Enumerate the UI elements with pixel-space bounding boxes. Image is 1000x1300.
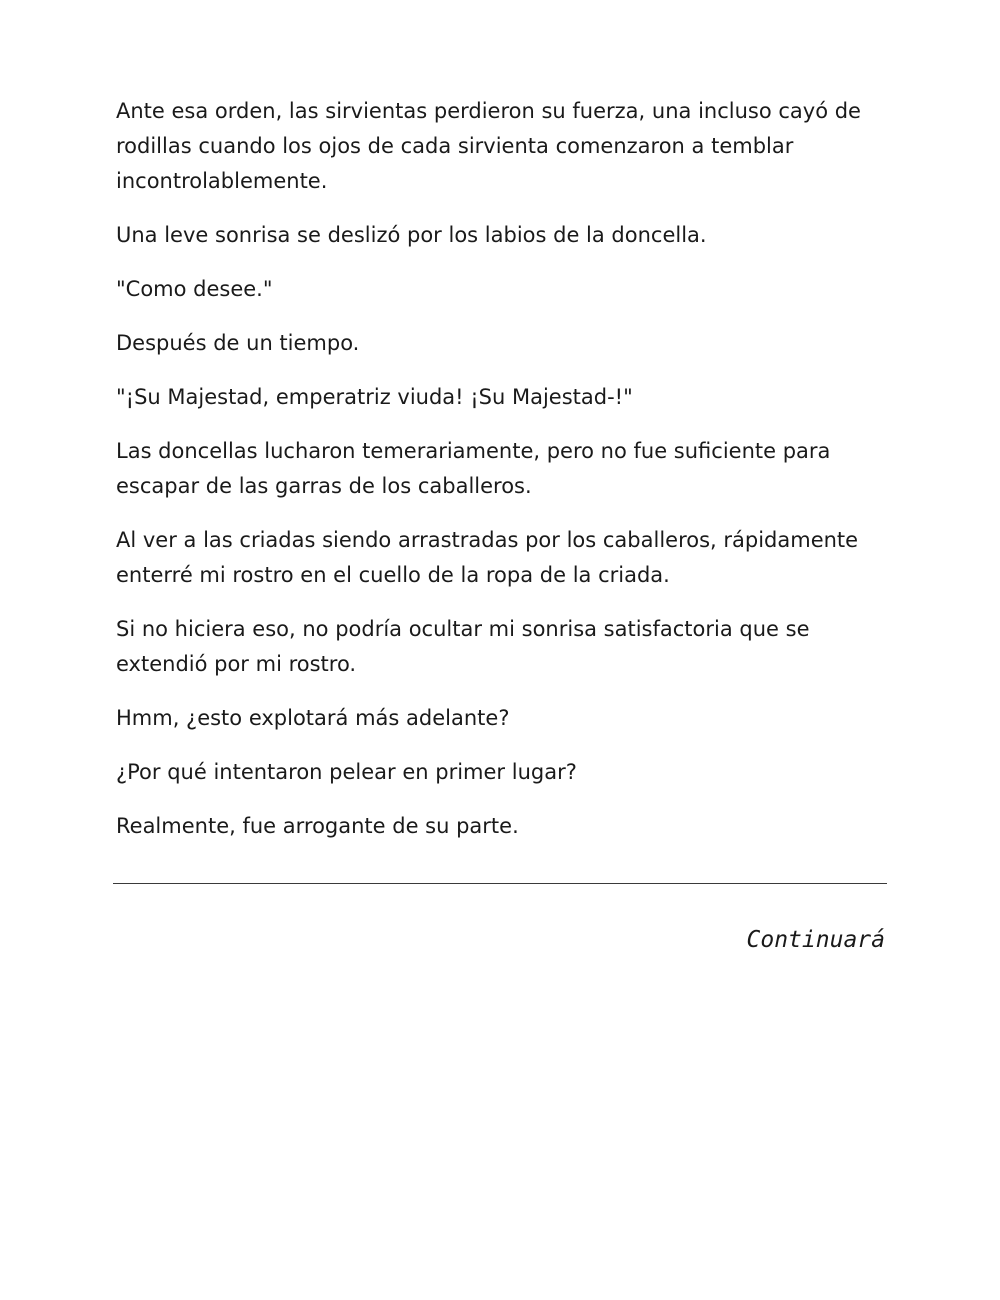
paragraph: Ante esa orden, las sirvientas perdieron su fuerza, una incluso cayó de rodillas cuando los ojos de cada sirvienta comenzaron a temblar incontrolablemente. xyxy=(116,99,861,193)
paragraph: "Como desee." xyxy=(116,277,273,301)
continuation-label: Continuará xyxy=(746,927,885,953)
paragraph: Al ver a las criadas siendo arrastradas por los caballeros, rápidamente enterré mi rostro en el cuello de la ropa de la criada. xyxy=(116,528,859,587)
paragraph: Después de un tiempo. xyxy=(116,331,360,355)
horizontal-divider xyxy=(113,883,887,884)
paragraph: ¿Por qué intentaron pelear en primer lugar? xyxy=(116,760,577,784)
paragraph: Si no hiciera eso, no podría ocultar mi sonrisa satisfactoria que se extendió por mi rostro. xyxy=(116,617,810,676)
paragraph: Las doncellas lucharon temerariamente, pero no fue suficiente para escapar de las garras de los caballeros. xyxy=(116,439,831,498)
paragraph: Realmente, fue arrogante de su parte. xyxy=(116,814,519,838)
paragraph: Una leve sonrisa se deslizó por los labios de la doncella. xyxy=(116,223,707,247)
document-body xyxy=(116,94,886,863)
paragraph: "¡Su Majestad, emperatriz viuda! ¡Su Majestad-!" xyxy=(116,385,633,409)
paragraph: Hmm, ¿esto explotará más adelante? xyxy=(116,706,510,730)
